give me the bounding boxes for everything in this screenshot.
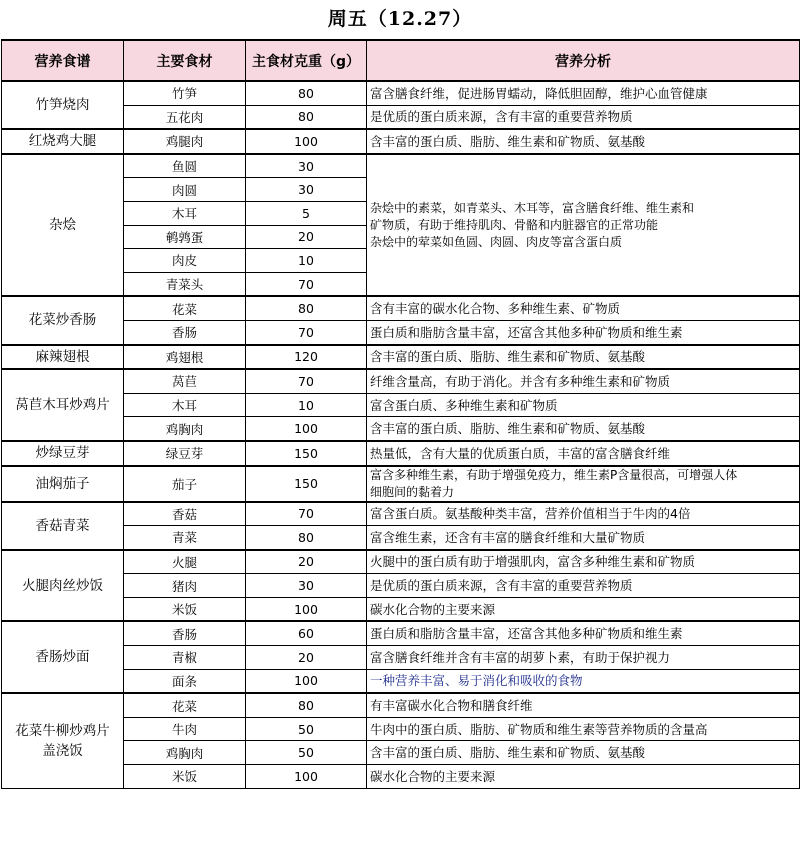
weight-cell: 5	[246, 201, 367, 225]
table-row	[2, 550, 800, 574]
ingredient-cell: 肉圆	[124, 178, 246, 202]
weight-cell: 70	[246, 502, 367, 526]
ingredient-cell: 米饭	[124, 765, 246, 789]
weight-cell: 70	[246, 272, 367, 296]
recipe-name: 莴苣木耳炒鸡片	[2, 369, 124, 441]
table-row	[2, 129, 800, 154]
recipe-name: 炒绿豆芽	[2, 441, 124, 466]
header-weight: 主食材克重（g）	[246, 40, 367, 81]
analysis-cell: 有丰富碳水化合物和膳食纤维	[367, 693, 800, 717]
weight-cell: 100	[246, 765, 367, 789]
ingredient-cell: 香肠	[124, 320, 246, 344]
table-row	[2, 296, 800, 320]
weight-cell: 50	[246, 741, 367, 765]
recipe-name: 竹笋烧肉	[2, 81, 124, 129]
analysis-cell: 含丰富的蛋白质、脂肪、维生素和矿物质、氨基酸	[367, 741, 800, 765]
recipe-name: 火腿肉丝炒饭	[2, 550, 124, 622]
ingredient-cell: 花菜	[124, 693, 246, 717]
header-row	[2, 40, 800, 81]
ingredient-cell: 青椒	[124, 646, 246, 670]
ingredient-cell: 牛肉	[124, 717, 246, 741]
analysis-cell: 蛋白质和脂肪含量丰富，还富含其他多种矿物质和维生素	[367, 621, 800, 645]
ingredient-cell: 米饭	[124, 597, 246, 621]
ingredient-cell: 鸡胸肉	[124, 741, 246, 765]
analysis-cell: 含丰富的蛋白质、脂肪、维生素和矿物质、氨基酸	[367, 129, 800, 154]
analysis-cell: 富含膳食纤维并含有丰富的胡萝卜素，有助于保护视力	[367, 646, 800, 670]
ingredient-cell: 竹笋	[124, 81, 246, 105]
ingredient-cell: 莴苣	[124, 369, 246, 393]
weight-cell: 50	[246, 717, 367, 741]
ingredient-cell: 鸡翅根	[124, 345, 246, 370]
table-row	[2, 693, 800, 717]
weight-cell: 30	[246, 574, 367, 598]
recipe-name-line: 盖浇饭	[42, 742, 83, 759]
ingredient-cell: 猪肉	[124, 574, 246, 598]
analysis-cell: 富含蛋白质、多种维生素和矿物质	[367, 393, 800, 417]
weight-cell: 80	[246, 105, 367, 129]
ingredient-cell: 肉皮	[124, 249, 246, 273]
weight-cell: 10	[246, 249, 367, 273]
weight-cell: 20	[246, 225, 367, 249]
ingredient-cell: 火腿	[124, 550, 246, 574]
weight-cell: 60	[246, 621, 367, 645]
analysis-cell: 含有丰富的碳水化合物、多种维生素、矿物质	[367, 296, 800, 320]
analysis-cell: 纤维含量高，有助于消化。并含有多种维生素和矿物质	[367, 369, 800, 393]
table-row	[2, 502, 800, 526]
weight-cell: 10	[246, 393, 367, 417]
analysis-cell: 富含蛋白质。氨基酸种类丰富，营养价值相当于牛肉的4倍	[367, 502, 800, 526]
ingredient-cell: 香菇	[124, 502, 246, 526]
recipe-name: 花菜炒香肠	[2, 296, 124, 344]
analysis-cell: 火腿中的蛋白质有助于增强肌肉，富含多种维生素和矿物质	[367, 550, 800, 574]
header-ingredient: 主要食材	[124, 40, 246, 81]
ingredient-cell: 香肠	[124, 621, 246, 645]
analysis-cell: 是优质的蛋白质来源，含有丰富的重要营养物质	[367, 105, 800, 129]
weight-cell: 100	[246, 669, 367, 693]
analysis-cell: 是优质的蛋白质来源，含有丰富的重要营养物质	[367, 574, 800, 598]
weight-cell: 100	[246, 129, 367, 154]
analysis-cell	[367, 154, 800, 297]
analysis-cell: 含丰富的蛋白质、脂肪、维生素和矿物质、氨基酸	[367, 417, 800, 441]
ingredient-cell: 鹌鹑蛋	[124, 225, 246, 249]
header-analysis: 营养分析	[367, 40, 800, 81]
analysis-cell: 热量低，含有大量的优质蛋白质，丰富的富含膳食纤维	[367, 441, 800, 466]
analysis-cell: 蛋白质和脂肪含量丰富，还富含其他多种矿物质和维生素	[367, 320, 800, 344]
analysis-line: 矿物质，有助于维持肌肉、骨骼和内脏器官的正常功能	[370, 217, 659, 232]
ingredient-cell: 木耳	[124, 393, 246, 417]
analysis-cell: 一种营养丰富、易于消化和吸收的食物	[367, 669, 800, 693]
table-body	[2, 81, 800, 788]
weight-cell: 70	[246, 369, 367, 393]
weight-cell: 20	[246, 550, 367, 574]
ingredient-cell: 青菜头	[124, 272, 246, 296]
table-row	[2, 369, 800, 393]
analysis-cell: 碳水化合物的主要来源	[367, 765, 800, 789]
table-row	[2, 466, 800, 502]
table-row	[2, 441, 800, 466]
analysis-line: 杂烩中的荤菜如鱼圆、肉圆、肉皮等富含蛋白质	[370, 234, 623, 249]
weight-cell: 20	[246, 646, 367, 670]
table-row	[2, 621, 800, 645]
weight-cell: 30	[246, 154, 367, 178]
weight-cell: 150	[246, 466, 367, 502]
analysis-cell	[367, 466, 800, 502]
recipe-name: 麻辣翅根	[2, 345, 124, 370]
ingredient-cell: 面条	[124, 669, 246, 693]
ingredient-cell: 鱼圆	[124, 154, 246, 178]
ingredient-cell: 五花肉	[124, 105, 246, 129]
recipe-name: 杂烩	[2, 154, 124, 297]
recipe-name	[2, 693, 124, 788]
ingredient-cell: 茄子	[124, 466, 246, 502]
analysis-line: 富含多种维生素，有助于增强免疫力，维生素P含量很高，可增强人体	[370, 467, 738, 482]
recipe-name: 香肠炒面	[2, 621, 124, 693]
analysis-cell: 碳水化合物的主要来源	[367, 597, 800, 621]
table-row	[2, 154, 800, 178]
weight-cell: 100	[246, 417, 367, 441]
ingredient-cell: 木耳	[124, 201, 246, 225]
weight-cell: 100	[246, 597, 367, 621]
weight-cell: 30	[246, 178, 367, 202]
weight-cell: 80	[246, 693, 367, 717]
analysis-line: 杂烩中的素菜，如青菜头、木耳等，富含膳食纤维、维生素和	[370, 200, 695, 215]
analysis-cell: 富含膳食纤维，促进肠胃蠕动，降低胆固醇，维护心血管健康	[367, 81, 800, 105]
table-row	[2, 81, 800, 105]
analysis-line: 细胞间的黏着力	[370, 484, 455, 499]
recipe-name: 油焖茄子	[2, 466, 124, 502]
weight-cell: 120	[246, 345, 367, 370]
header-recipe: 营养食谱	[2, 40, 124, 81]
nutrition-table	[1, 39, 800, 789]
page-title: 周五（12.27）	[327, 8, 473, 30]
analysis-cell: 富含维生素，还含有丰富的膳食纤维和大量矿物质	[367, 526, 800, 550]
recipe-name: 香菇青菜	[2, 502, 124, 550]
recipe-name-line: 花菜牛柳炒鸡片	[15, 722, 110, 739]
ingredient-cell: 鸡腿肉	[124, 129, 246, 154]
ingredient-cell: 鸡胸肉	[124, 417, 246, 441]
recipe-name: 红烧鸡大腿	[2, 129, 124, 154]
weight-cell: 70	[246, 320, 367, 344]
ingredient-cell: 青菜	[124, 526, 246, 550]
analysis-cell: 牛肉中的蛋白质、脂肪、矿物质和维生素等营养物质的含量高	[367, 717, 800, 741]
weight-cell: 80	[246, 526, 367, 550]
analysis-cell: 含丰富的蛋白质、脂肪、维生素和矿物质、氨基酸	[367, 345, 800, 370]
ingredient-cell: 花菜	[124, 296, 246, 320]
weight-cell: 80	[246, 81, 367, 105]
table-row	[2, 345, 800, 370]
weight-cell: 150	[246, 441, 367, 466]
ingredient-cell: 绿豆芽	[124, 441, 246, 466]
weight-cell: 80	[246, 296, 367, 320]
